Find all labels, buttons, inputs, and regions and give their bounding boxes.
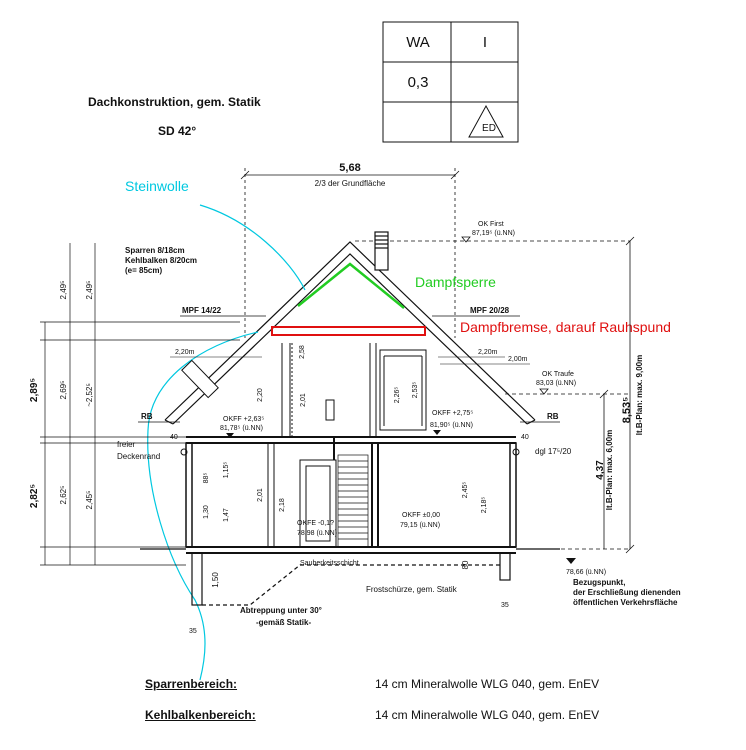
dampfsperre-line [298,264,404,308]
inner-dim-6: 1,47 [223,508,230,522]
title-block [383,22,518,142]
height-437: 4,37 [595,460,606,480]
sauberkeit-label: Sauberkeitsschicht [300,560,359,567]
ok-traufe-label: OK Traufe [542,371,574,378]
label-steinwolle: Steinwolle [125,178,189,194]
inner-dim-3: 2,01 [257,488,264,502]
inner-dim-7: 2,45⁵ [462,481,469,499]
bezug-2: der Erschließung dienenden [573,588,681,597]
label-dampfsperre: Dampfsperre [415,274,496,290]
width-220-right: 2,20m [478,349,498,356]
okff-eg-val: 79,15 (ü.NN) [400,522,441,529]
staircase [338,455,368,547]
sparren-note: Sparren 8/18cm [125,246,185,255]
note-kehlbalkenbereich [145,703,705,734]
mpf-left: MPF 14/22 [182,306,222,315]
v40-left: 40 [170,434,178,441]
dampfbremse-box [272,327,425,335]
inner-dim-10: 2,26⁵ [394,386,401,404]
v40-right: 40 [521,434,529,441]
mpf-right: MPF 20/28 [470,306,510,315]
inner-dim-11: 1,15⁵ [223,461,230,479]
title-block-ed: ED [482,123,496,134]
left-chain-a-2: 2,69⁵ [59,380,68,400]
rb-right: RB [547,412,559,421]
bplan-600: lt.B-Plan: max. 6,00m [605,429,614,511]
inner-dim-4: 2,18 [279,498,286,512]
okfe-left: OKFE -0,1? [297,520,334,527]
inner-dim-1: 2,01 [300,393,307,407]
inner-dim-2: 2,58 [299,345,306,359]
freier-label: freier [117,440,136,449]
okfe-left-val: 78,98 (ü.NN) [297,530,338,537]
ok-first-label: OK First [478,221,504,228]
width-200-right: 2,00m [508,356,528,363]
bezug-3: öffentlichen Verkehrsfläche [573,598,678,607]
note-value: 14 cm Mineralwolle WLG 040, gem. EnEV [375,677,600,691]
ok-first-value: 87,19⁵ (ü.NN) [472,230,515,237]
note-value: 14 cm Mineralwolle WLG 040, gem. EnEV [375,708,600,722]
heading-pitch: SD 42° [158,124,197,138]
left-total-upper: 2,89⁵ [29,377,40,403]
bezug-val: 78,66 (ü.NN) [566,569,607,576]
okff-og-right-val: 81,90⁵ (ü.NN) [430,422,473,429]
okff-og-right: OKFF +2,75⁵ [432,410,474,417]
deckenrand-label: Deckenrand [117,452,161,461]
okff-og-left-val: 81,78⁵ (ü.NN) [220,425,263,432]
note-sparrenbereich [145,672,705,703]
left-chain-b-6: 2,45⁵ [85,490,94,510]
left-chain-b-2: ~2,52⁵ [85,383,94,407]
title-block-grz: 0,3 [407,74,429,91]
bplan-900: lt.B-Plan: max. 9,00m [635,354,644,436]
dgl-label: dgl 17⁵/20 [535,447,572,456]
inner-dim-0: 2,20 [257,388,264,402]
abtreppung-1: Abtreppung unter 30° [240,606,322,615]
v35-left: 35 [189,628,197,635]
ok-traufe-value: 83,03 (ü.NN) [536,380,577,387]
note-label: Kehlbalkenbereich: [145,708,256,722]
top-width-note: 2/3 der Grundfläche [314,179,386,188]
foundation [140,549,560,605]
inner-dim-12: 88⁵ [203,472,210,484]
inner-dim-9: 2,53⁵ [412,381,419,399]
spacing-note: (e= 85cm) [125,266,163,275]
v35-right: 35 [501,602,509,609]
v150: 1,50 [211,572,220,588]
height-853: 8,53⁵ [621,396,633,424]
frost-label: Frostschürze, gem. Statik [366,585,457,594]
inner-dim-8: 2,18⁵ [481,496,488,514]
kehlbalken-note: Kehlbalken 8/20cm [125,256,198,265]
top-width-dimension [241,168,459,338]
left-chain-b-0: 2,49⁵ [85,280,94,300]
upper-floor [186,343,516,460]
okff-eg: OKFF ±0,00 [402,512,441,519]
v80: 80 [461,560,470,570]
notes [145,672,705,734]
title-block-i: I [482,34,488,51]
left-total-lower: 2,82⁵ [29,483,40,509]
top-width-value: 5,68 [339,162,361,174]
okff-og-left: OKFF +2,63⁵ [223,416,265,423]
heading-roof: Dachkonstruktion, gem. Statik [88,95,261,109]
bezug-1: Bezugspunkt, [573,578,626,587]
title-block-wa: WA [406,34,430,51]
note-label: Sparrenbereich: [145,677,238,691]
inner-dim-5: 1,30 [203,505,210,519]
label-dampfbremse: Dampfbremse, darauf Rauhspund [460,319,671,335]
left-chain-a-5: 2,62⁵ [59,485,68,505]
left-chain-a-0: 2,49⁵ [59,280,68,300]
abtreppung-2: -gemäß Statik- [256,618,312,627]
width-220-left: 2,20m [175,349,195,356]
rb-left: RB [141,412,153,421]
